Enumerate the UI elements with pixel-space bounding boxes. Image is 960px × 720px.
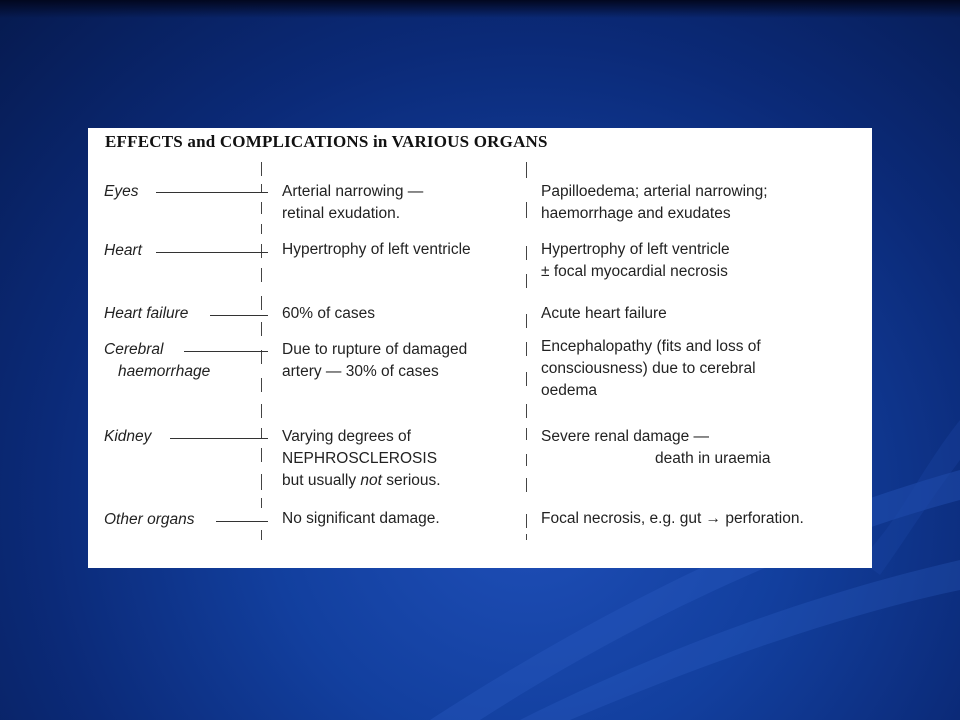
table-figure [88,128,872,568]
column-divider-1 [261,296,262,310]
column-divider-1 [261,202,262,214]
row-kidney-col2: Severe renal damage — death in uraemia [541,428,771,467]
column-divider-2 [526,202,527,218]
column-divider-1 [261,322,262,336]
row-heart-col2: Hypertrophy of left ventricle ± focal myocardial necrosis [541,241,730,280]
column-divider-2 [526,342,527,356]
column-divider-2 [526,404,527,418]
column-divider-1 [261,244,262,258]
column-divider-1 [261,224,262,234]
column-divider-1 [261,428,262,438]
column-divider-1 [261,350,262,364]
column-divider-2 [526,454,527,466]
column-divider-2 [526,162,527,178]
column-divider-1 [261,498,262,508]
row-heart-failure-col1: 60% of cases [282,305,376,322]
leader-line [216,521,268,522]
column-divider-1 [261,404,262,418]
column-divider-1 [261,474,262,490]
leader-line [184,351,268,352]
column-divider-2 [526,478,527,492]
organ-label: Heart [104,242,142,259]
column-divider-2 [526,372,527,386]
column-divider-2 [526,428,527,440]
figure-title: EFFECTS and COMPLICATIONS in VARIOUS ORGANS [105,132,548,151]
leader-line [156,252,268,253]
leader-line [170,438,268,439]
column-divider-1 [261,378,262,392]
row-cerebral-col2: Encephalopathy (fits and loss of consciousness) due to cerebral oedema [541,338,761,399]
organ-label: Eyes [104,183,139,200]
row-cerebral-col1: Due to rupture of damaged artery — 30% of cases [282,341,468,380]
column-divider-2 [526,274,527,288]
column-divider-1 [261,184,262,192]
column-divider-1 [261,448,262,462]
row-heart-failure-col2: Acute heart failure [541,305,667,322]
leader-line [210,315,268,316]
column-divider-1 [261,162,262,176]
column-divider-2 [526,314,527,328]
row-eyes-col2: Papilloedema; arterial narrowing; haemorrhage and exudates [541,183,768,222]
organ-label: Kidney [104,428,152,445]
column-divider-2 [526,246,527,260]
column-divider-1 [261,268,262,282]
column-divider-1 [261,530,262,540]
row-kidney-col1: Varying degrees of NEPHROSCLEROSIS but usually not serious. [282,428,441,489]
organ-label: Heart failure [104,305,189,322]
row-eyes-col1: Arterial narrowing — retinal exudation. [282,183,424,222]
row-heart-col1: Hypertrophy of left ventricle [282,241,471,258]
row-other-organs-col1: No significant damage. [282,510,440,527]
organ-label: Cerebral haemorrhage [104,341,211,380]
row-other-organs-col2: Focal necrosis, e.g. gut → perforation. [541,510,804,527]
column-divider-2 [526,514,527,528]
leader-line [156,192,268,193]
organ-label: Other organs [104,511,195,528]
column-divider-2 [526,534,527,540]
